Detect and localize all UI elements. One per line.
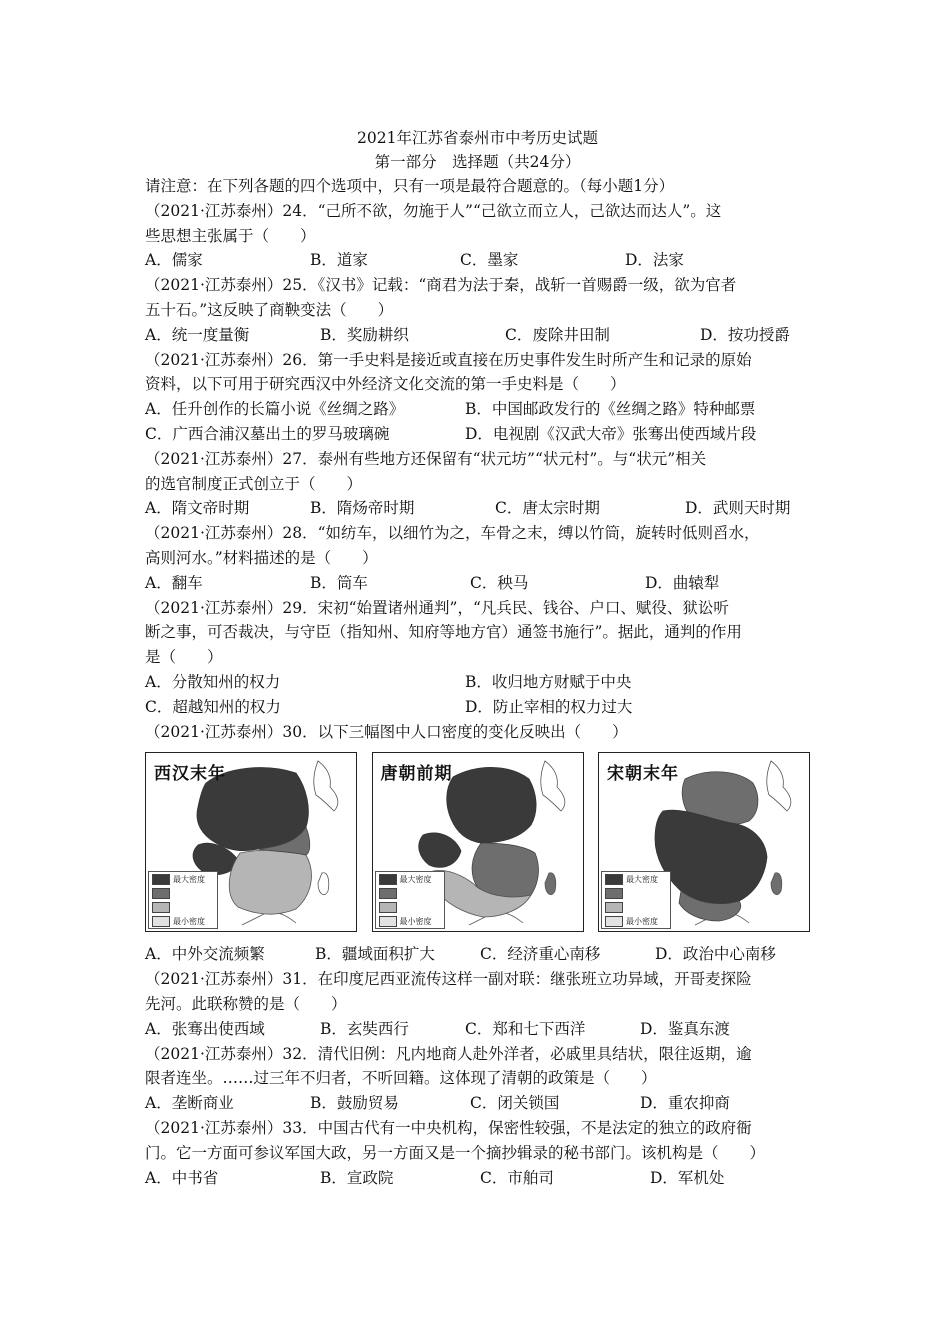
answer-option: A．分散知州的权力 [145,672,281,691]
legend-row [149,915,217,928]
question-block [145,348,810,447]
question-text: 高则河水。”材料描述的是（ ） [145,548,378,567]
answer-option: A．儒家 [145,251,203,270]
answer-option: C．废除井田制 [505,325,610,344]
answer-option: B．宣政院 [320,1168,394,1187]
option-row [145,1091,810,1116]
answer-option: B．筒车 [310,573,368,592]
legend-swatch [605,888,623,899]
answer-option: D．按功授爵 [700,325,790,344]
map-legend [375,871,445,929]
question-text: （2021·江苏泰州）28．“如纺车，以细竹为之，车骨之末，缚以竹筒，旋转时低则舀水， [145,524,760,543]
legend-row [602,915,670,928]
legend-row [376,887,444,900]
legend-row [602,901,670,914]
legend-label: 最小密度 [626,917,658,927]
answer-option: B．疆域面积扩大 [315,945,435,964]
answer-option: B．中国邮政发行的《丝绸之路》特种邮票 [465,400,756,419]
answer-option: C．闭关锁国 [470,1094,560,1113]
answer-option: D．政治中心南移 [655,945,776,964]
option-row [145,496,810,521]
legend-swatch [152,916,170,927]
answer-option: D．防止宰相的权力过大 [465,697,633,716]
answer-option: A．张骞出使西域 [145,1019,265,1038]
legend-row [149,901,217,914]
exam-content [145,126,810,1190]
legend-row [376,901,444,914]
map-title: 唐朝前期 [380,764,453,785]
answer-option: B．隋炀帝时期 [310,499,415,518]
question-text: 是（ ） [145,648,223,667]
question-block [145,1116,810,1190]
exam-title: 2021年江苏省泰州市中考历史试题 [357,129,598,147]
jianghuai-medium-region [472,843,538,897]
answer-option: A．隋文帝时期 [145,499,250,518]
legend-swatch [379,874,397,885]
answer-option: B．奖励耕织 [320,325,409,344]
south-dense-region [655,811,767,905]
answer-option: D．电视剧《汉武大帝》张骞出使西域片段 [465,424,757,443]
taiwan-island [771,873,782,895]
question-text: （2021·江苏泰州）29．宋初“始置诸州通判”，“凡兵民、钱谷、户口、赋役、狱讼听 [145,598,729,617]
map-title: 宋朝末年 [607,764,679,785]
option-row [145,670,810,695]
question-text: （2021·江苏泰州）33．中国古代有一中央机构，保密性较强，不是法定的独立的政府衙 [145,1118,752,1137]
question-text: 资料，以下可用于研究西汉中外经济文化交流的第一手史料是（ ） [145,375,626,394]
answer-option: C．秧马 [470,573,529,592]
option-row [145,1017,810,1042]
answer-option: B．鼓励贸易 [310,1094,399,1113]
population-density-maps [145,752,810,932]
legend-label: 最大密度 [399,875,432,885]
option-row [145,397,810,422]
korea-outline [540,761,564,811]
answer-option: A．统一度量衡 [145,325,250,344]
question-block [145,447,810,521]
question-text: （2021·江苏泰州）31．在印度尼西亚流传这样一副对联：继张班立功异域，开哥麦探险 [145,970,752,989]
instructions: 请注意：在下列各题的四个选项中，只有一项是最符合题意的。（每小题1分） [145,177,675,195]
answer-option: C．超越知州的权力 [145,697,281,716]
option-row [145,1166,810,1191]
south-light-region [229,851,311,915]
option-row [145,248,810,273]
legend-swatch [152,902,170,913]
legend-swatch [379,916,397,927]
legend-swatch [152,888,170,899]
map-legend [148,871,218,929]
answer-option: C．唐太宗时期 [495,499,600,518]
question-text: 限者连坐。……过三年不归者，不听回籍。这体现了清朝的政策是（ ） [145,1069,657,1088]
answer-option: C．广西合浦汉墓出土的罗马玻璃碗 [145,424,390,443]
question-text: 先河。此联称赞的是（ ） [145,994,347,1013]
answer-option: D．法家 [625,251,684,270]
question-text: 些思想主张属于（ ） [145,226,316,245]
map-legend [601,871,671,929]
question-block [145,720,810,968]
taiwan-island [545,873,556,895]
legend-swatch [379,902,397,913]
answer-option: C．市舶司 [480,1168,554,1187]
answer-option: D．曲辕犁 [645,573,720,592]
density-map [145,752,357,932]
legend-swatch [605,874,623,885]
question-block [145,1042,810,1116]
density-map [372,752,584,932]
answer-option: A．垄断商业 [145,1094,234,1113]
legend-label: 最小密度 [173,917,205,927]
question-text: 门。它一方面可参议军国大政，另一方面又是一个摘抄辑录的秘书部门。该机构是（ ） [145,1143,766,1162]
legend-row [602,887,670,900]
section-title: 第一部分 选择题（共24分） [374,153,581,171]
legend-swatch [152,874,170,885]
korea-outline [314,761,338,811]
answer-option: B．收归地方财赋于中央 [465,672,632,691]
sichuan-dense-region [418,833,460,867]
answer-option: D．鉴真东渡 [640,1019,730,1038]
legend-label: 最小密度 [399,917,432,927]
legend-row [149,887,217,900]
question-text: （2021·江苏泰州）32．清代旧例：凡内地商人赴外洋者，必戚里具结状，限往返期，逾 [145,1044,752,1063]
option-row [145,695,810,720]
answer-option: B．道家 [310,251,368,270]
answer-option: D．重农抑商 [640,1094,730,1113]
question-block [145,596,810,720]
answer-option: C．墨家 [460,251,519,270]
legend-row [149,873,217,886]
question-text: （2021·江苏泰州）26．第一手史料是接近或直接在历史事件发生时所产生和记录的原始 [145,350,752,369]
question-text: （2021·江苏泰州）30．以下三幅图中人口密度的变化反映出（ ） [145,722,628,741]
answer-option: D．武则天时期 [685,499,791,518]
answer-option: D．军机处 [650,1168,725,1187]
question-text: （2021·江苏泰州）24．“己所不欲，勿施于人”“己欲立而立人，己欲达而达人”。这 [145,201,722,220]
question-text: 断之事，可否裁决，与守臣（指知州、知府等地方官）通签书施行”。据此，通判的作用 [145,623,742,642]
answer-option: A．中外交流频繁 [145,945,265,964]
question-text: （2021·江苏泰州）27．泰州有些地方还保留有“状元坊”“状元村”。与“状元”相关 [145,449,707,468]
question-block [145,273,810,347]
legend-row [602,873,670,886]
option-row [145,323,810,348]
question-text: 的选官制度正式创立于（ ） [145,474,363,493]
option-row [145,571,810,596]
korea-outline [767,761,791,811]
density-map [598,752,810,932]
question-list [145,199,810,1191]
question-block [145,967,810,1041]
answer-option: A．翻车 [145,573,203,592]
question-block [145,199,810,273]
option-row [145,942,810,967]
answer-option: A．中书省 [145,1168,219,1187]
legend-label: 最大密度 [626,875,658,885]
answer-option: B．玄奘西行 [320,1019,409,1038]
question-text: （2021·江苏泰州）25．《汉书》记载：“商君为法于秦，战斩一首赐爵一级，欲为官者 [145,276,737,295]
legend-label: 最大密度 [173,875,205,885]
legend-swatch [379,888,397,899]
north-dense-region [446,768,535,844]
option-row [145,422,810,447]
question-text: 五十石。”这反映了商鞅变法（ ） [145,300,394,319]
map-title: 西汉末年 [154,764,226,785]
legend-swatch [605,902,623,913]
legend-swatch [605,916,623,927]
question-block [145,521,810,595]
legend-row [376,915,444,928]
taiwan-island [318,873,329,895]
answer-option: C．郑和七下西洋 [465,1019,586,1038]
answer-option: C．经济重心南移 [480,945,601,964]
legend-row [376,873,444,886]
answer-option: A．任升创作的长篇小说《丝绸之路》 [145,400,405,419]
